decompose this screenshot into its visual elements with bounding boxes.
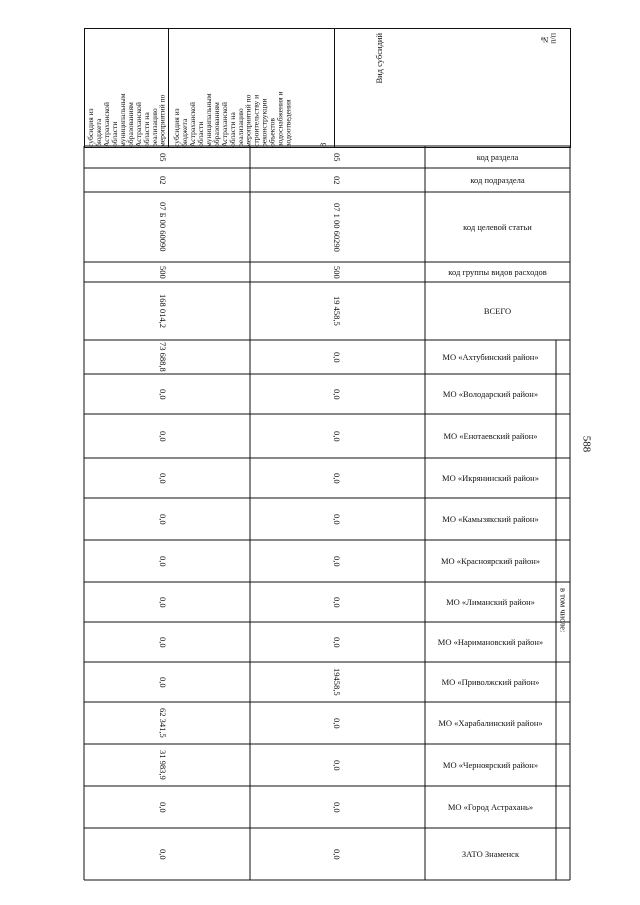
col9-value [84,744,250,786]
col8-total-text: 19 458,5 [332,296,342,326]
col9-value-text: 0,0 [158,636,168,648]
col9-value-text: 73 688,8 [158,342,168,372]
col8-value-text: 0,0 [332,596,342,608]
col9-value-text: 0,0 [158,848,168,860]
municipality-label [425,374,556,414]
side-label-text: в том числе: [558,587,569,633]
municipality-label [425,540,556,582]
col9-value [84,828,250,880]
municipality-label-text: МО «Город Астрахань» [447,802,534,812]
kind-header: Вид субсидий [374,33,385,84]
col9-total-text: 168 014,2 [158,294,168,328]
municipality-label-text: МО «Володарский район» [442,389,539,399]
municipality-label-text: МО «Икрянинский район» [442,473,539,483]
col8-value [250,458,425,498]
col8-total [250,282,425,340]
col9-value [84,662,250,702]
col9-subsection [84,168,250,192]
col8-kind: субсидия из бюджета Астраханской области муниципальным образованиям Астраханской области на реализацию мероприятий по строительству и реконструкции объектов водоснабжения и водоотведения [172,91,293,147]
col9-value [84,582,250,622]
col9-value-text: 0,0 [158,596,168,608]
municipality-label [425,744,556,786]
meta-label-subsection [425,168,570,192]
meta-label-expense_group [425,262,570,282]
col8-target-text: 07 1 00 60290 [332,202,342,252]
col8-value [250,744,425,786]
col8-value-text: 0,0 [332,555,342,567]
municipality-label [425,828,556,880]
meta-label-target-text: код целевой статьи [463,222,532,232]
col8-value [250,340,425,374]
municipality-label-text: МО «Ахтубинский район» [442,352,539,362]
col8-value-text: 0,0 [332,388,342,400]
col9-value [84,540,250,582]
col9-value [84,702,250,744]
col9-value [84,340,250,374]
meta-label-expense_group-text: код группы видов расходов [448,267,547,277]
col9-target-text: 07 Б 00 60090 [158,202,168,252]
col8-value-text: 0,0 [332,513,342,525]
col9-value [84,786,250,828]
col8-value-text: 0,0 [332,759,342,771]
col8-section [250,146,425,168]
col8-subsection [250,168,425,192]
municipality-label [425,340,556,374]
col9-value-text: 31 983,9 [158,750,168,780]
meta-label-total [425,282,570,340]
municipality-label-text: МО «Енотаевский район» [443,431,538,441]
meta-label-target [425,192,570,262]
meta-label-section [425,146,570,168]
col8-value-text: 0,0 [332,801,342,813]
col9-expense_group [84,262,250,282]
col8-value-text: 0,0 [332,717,342,729]
municipality-label-text: МО «Наримановский район» [437,637,544,647]
col9-value [84,458,250,498]
municipality-label-text: МО «Камызякский район» [442,514,539,524]
side-label [557,340,570,880]
col8-value [250,828,425,880]
municipality-label [425,622,556,662]
col8-value [250,374,425,414]
meta-label-section-text: код раздела [476,152,519,162]
meta-label-subsection-text: код подраздела [470,175,525,185]
municipality-label [425,498,556,540]
col8-target [250,192,425,262]
municipality-label-text: ЗАТО Знаменск [461,849,520,859]
col9-value-text: 0,0 [158,801,168,813]
municipality-label [425,458,556,498]
col9-value-text: 0,0 [158,430,168,442]
municipality-label [425,702,556,744]
col9-value [84,498,250,540]
col9-total [84,282,250,340]
col9-section-text: 05 [158,152,168,162]
municipality-label-text: МО «Приволжский район» [441,677,540,687]
col9-target [84,192,250,262]
col8-num: 8 [318,142,329,147]
municipality-label [425,582,556,622]
col9-expense_group-text: 500 [158,265,168,279]
municipality-label-text: МО «Черноярский район» [442,760,539,770]
col8-value [250,414,425,458]
col9-value [84,374,250,414]
col8-expense_group-text: 500 [332,265,342,279]
col9-value-text: 0,0 [158,676,168,688]
col8-value-text: 19458,5 [332,668,342,696]
col8-value-text: 0,0 [332,351,342,363]
col8-section-text: 05 [332,152,342,162]
col8-value [250,582,425,622]
col8-value [250,540,425,582]
meta-label-total-text: ВСЕГО [483,306,512,316]
col9-value-text: 62 341,5 [158,708,168,738]
municipality-label [425,662,556,702]
municipality-label-text: МО «Лиманский район» [446,597,535,607]
page-number: 588 [580,435,593,453]
col8-value-text: 0,0 [332,472,342,484]
col9-value [84,414,250,458]
col8-value-text: 0,0 [332,636,342,648]
col9-subsection-text: 02 [158,175,168,185]
col8-value [250,498,425,540]
col9-value [84,622,250,662]
col9-value-text: 0,0 [158,513,168,525]
municipality-label [425,786,556,828]
col8-value-text: 0,0 [332,848,342,860]
col8-value [250,786,425,828]
num-header: № п/п [540,33,558,44]
col8-subsection-text: 02 [332,175,342,185]
col8-expense_group [250,262,425,282]
col9-value-text: 0,0 [158,472,168,484]
col9-kind: субсидия из бюджета Астраханской области муниципальным образованиям Астраханской области на реализацию мероприятий по закупке топлива [86,93,169,147]
municipality-label [425,414,556,458]
col9-value-text: 0,0 [158,555,168,567]
col8-value-text: 0,0 [332,430,342,442]
col9-section [84,146,250,168]
col8-value [250,702,425,744]
col8-value [250,662,425,702]
col8-value [250,622,425,662]
col9-value-text: 0,0 [158,388,168,400]
municipality-label-text: МО «Красноярский район» [440,556,541,566]
municipality-label-text: МО «Харабалинский район» [438,718,543,728]
